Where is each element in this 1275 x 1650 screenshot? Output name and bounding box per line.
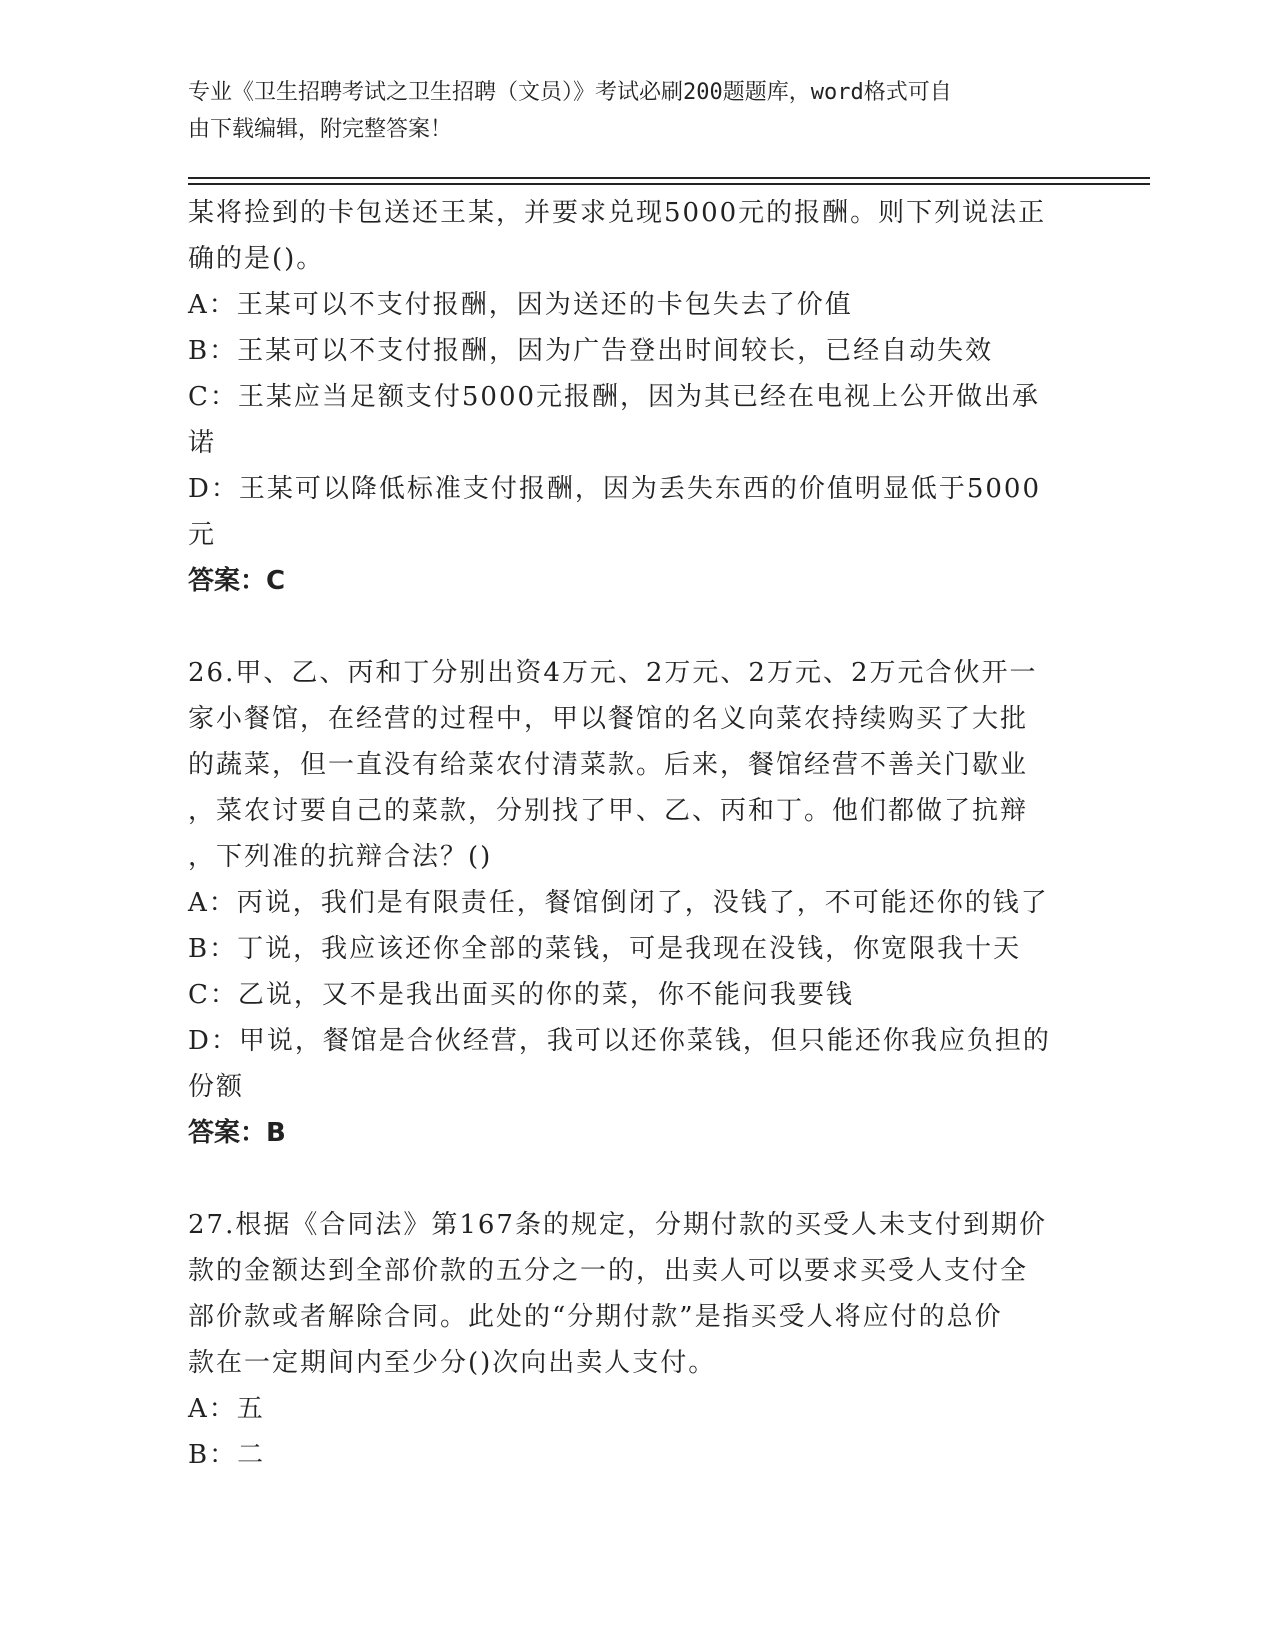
question-27 — [188, 1202, 1088, 1478]
question-stem-line: ，下列准的抗辩合法？() — [188, 842, 493, 872]
option-c: C：乙说，又不是我出面买的你的菜，你不能问我要钱 — [188, 980, 854, 1010]
document-header — [188, 74, 1068, 148]
question-stem-line: 26.甲、乙、丙和丁分别出资4万元、2万元、2万元、2万元合伙开一 — [188, 658, 1038, 688]
question-stem-line: ，菜农讨要自己的菜款，分别找了甲、乙、丙和丁。他们都做了抗辩 — [188, 796, 1029, 826]
option-b: B：二 — [188, 1440, 266, 1470]
header-line-1: 专业《卫生招聘考试之卫生招聘（文员）》考试必刷200题题库，word格式可自 — [188, 80, 952, 105]
option-d: D：甲说，餐馆是合伙经营，我可以还你菜钱，但只能还你我应负担的 — [188, 1026, 1051, 1056]
header-line-2: 由下载编辑，附完整答案！ — [188, 117, 453, 142]
header-divider-top — [188, 177, 1150, 179]
question-stem-line: 的蔬菜，但一直没有给菜农付清菜款。后来，餐馆经营不善关门歇业 — [188, 750, 1029, 780]
answer-label: 答案：B — [188, 1118, 286, 1148]
question-stem-line: 27.根据《合同法》第167条的规定，分期付款的买受人未支付到期价 — [188, 1210, 1047, 1240]
question-stem-line: 部价款或者解除合同。此处的“分期付款”是指买受人将应付的总价 — [188, 1302, 1003, 1332]
question-stem-line: 款的金额达到全部价款的五分之一的，出卖人可以要求买受人支付全 — [188, 1256, 1029, 1286]
question-stem-line: 某将捡到的卡包送还王某，并要求兑现5000元的报酬。则下列说法正 — [188, 198, 1047, 228]
option-b: B：丁说，我应该还你全部的菜钱，可是我现在没钱，你宽限我十天 — [188, 934, 1022, 964]
option-d-continued: 元 — [188, 520, 217, 550]
option-c: C：王某应当足额支付5000元报酬，因为其已经在电视上公开做出承 — [188, 382, 1041, 412]
question-stem-line: 款在一定期间内至少分()次向出卖人支付。 — [188, 1348, 717, 1378]
option-c-continued: 诺 — [188, 428, 217, 458]
question-stem-line: 确的是()。 — [188, 244, 325, 274]
option-d-continued: 份额 — [188, 1072, 245, 1102]
spacer — [188, 604, 1088, 650]
spacer — [188, 1156, 1088, 1202]
question-stem-line: 家小餐馆，在经营的过程中，甲以餐馆的名义向菜农持续购买了大批 — [188, 704, 1029, 734]
option-a: A：王某可以不支付报酬，因为送还的卡包失去了价值 — [188, 290, 853, 320]
option-b: B：王某可以不支付报酬，因为广告登出时间较长，已经自动失效 — [188, 336, 994, 366]
question-26 — [188, 650, 1088, 1156]
answer-label: 答案：C — [188, 566, 286, 596]
option-a: A：五 — [188, 1394, 265, 1424]
option-a: A：丙说，我们是有限责任，餐馆倒闭了，没钱了，不可能还你的钱了 — [188, 888, 1049, 918]
option-d: D：王某可以降低标准支付报酬，因为丢失东西的价值明显低于5000 — [188, 474, 1042, 504]
header-divider-bottom — [188, 183, 1150, 185]
document-body — [188, 190, 1088, 1478]
question-25 — [188, 190, 1088, 604]
